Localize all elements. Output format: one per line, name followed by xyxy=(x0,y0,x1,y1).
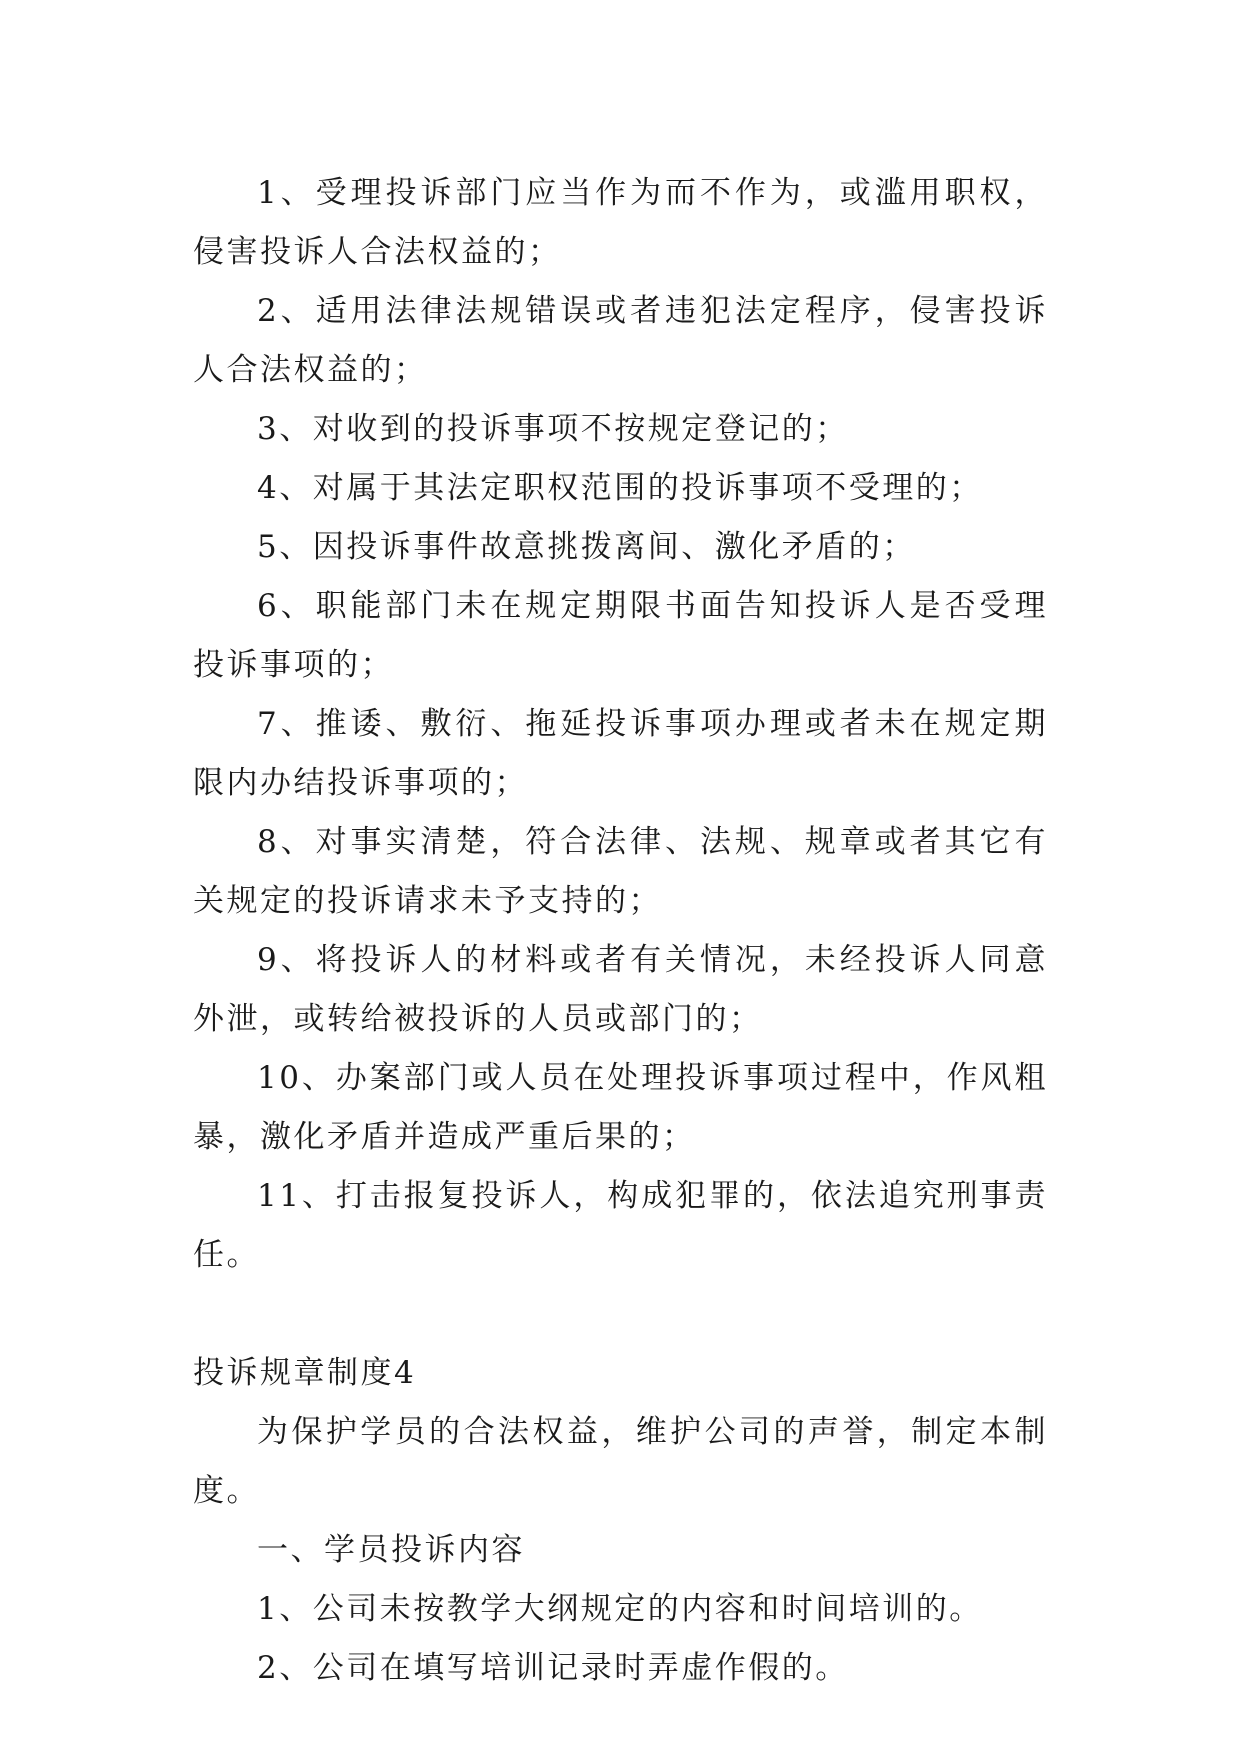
section-list-item: 2、公司在填写培训记录时弄虚作假的。 xyxy=(257,1650,849,1686)
list-item: 7、推诿、敷衍、拖延投诉事项办理或者未在规定期限内办结投诉事项的； xyxy=(193,706,1048,801)
document-body xyxy=(193,164,1048,1698)
list-item: 3、对收到的投诉事项不按规定登记的； xyxy=(257,411,849,447)
list-item: 10、办案部门或人员在处理投诉事项过程中，作风粗暴，激化矛盾并造成严重后果的； xyxy=(193,1060,1048,1155)
list-item: 2、适用法律法规错误或者违犯法定程序，侵害投诉人合法权益的； xyxy=(193,293,1048,388)
list-item: 11、打击报复投诉人，构成犯罪的，依法追究刑事责任。 xyxy=(193,1178,1048,1273)
list-item: 1、受理投诉部门应当作为而不作为，或滥用职权，侵害投诉人合法权益的； xyxy=(193,175,1048,270)
list-item: 6、职能部门未在规定期限书面告知投诉人是否受理投诉事项的； xyxy=(193,588,1048,683)
list-item: 4、对属于其法定职权范围的投诉事项不受理的； xyxy=(257,470,983,506)
list-item: 8、对事实清楚，符合法律、法规、规章或者其它有关规定的投诉请求未予支持的； xyxy=(193,824,1048,919)
section-title: 投诉规章制度4 xyxy=(193,1355,417,1391)
list-item: 5、因投诉事件故意挑拨离间、激化矛盾的； xyxy=(257,529,916,565)
section-list-item: 1、公司未按教学大纲规定的内容和时间培训的。 xyxy=(257,1591,983,1627)
section-subheading: 一、学员投诉内容 xyxy=(257,1532,525,1568)
list-item: 9、将投诉人的材料或者有关情况，未经投诉人同意外泄，或转给被投诉的人员或部门的； xyxy=(193,942,1048,1037)
section-intro: 为保护学员的合法权益，维护公司的声誉，制定本制度。 xyxy=(193,1414,1048,1509)
